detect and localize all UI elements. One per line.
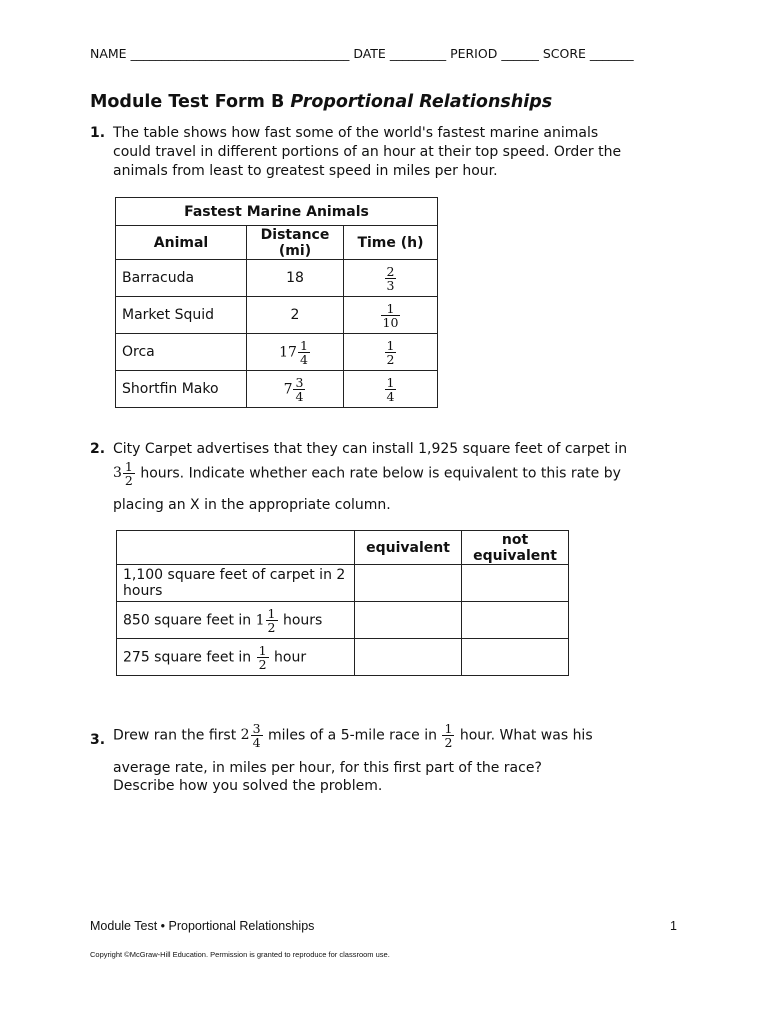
not-equivalent-answer-cell[interactable]: [462, 602, 569, 639]
title-main: Module Test Form B: [90, 92, 291, 112]
question-1-text: The table shows how fast some of the world's fastest marine animals could travel in different portions of an hour at their top speed. Order the animals from least to greatest speed in miles per hour.: [113, 125, 622, 179]
column-header-animal: Animal: [116, 226, 247, 260]
column-header-distance: Distance (mi): [247, 226, 344, 260]
table-row: [116, 260, 438, 297]
footer-title: Module Test • Proportional Relationships: [90, 919, 315, 933]
question-3-line-1: Drew ran the first 2 $\frac{3}{4}$ miles of a 5-mile race in $\frac{1}{2}$ hour. What was his: [113, 721, 593, 750]
table-title: Fastest Marine Animals: [116, 198, 438, 226]
question-2-number: 2.: [90, 441, 106, 457]
question-3-line-3: Describe how you solved the problem.: [113, 778, 383, 794]
rate-description: 275 square feet in $\frac{1}{2}$ hour: [117, 639, 355, 676]
distance-value: 17 $\frac{1}{4}$: [247, 334, 344, 371]
distance-value: 7 $\frac{3}{4}$: [247, 371, 344, 408]
not-equivalent-answer-cell[interactable]: [462, 565, 569, 602]
column-header-rate: [117, 531, 355, 565]
copyright-notice: Copyright ©McGraw-Hill Education. Permission is granted to reproduce for classroom use.: [90, 950, 390, 959]
rate-equivalence-table: [116, 530, 569, 676]
animal-name: Orca: [116, 334, 247, 371]
name-label: NAME: [90, 46, 127, 61]
table-row: [117, 602, 569, 639]
question-2-line-1: City Carpet advertises that they can install 1,925 square feet of carpet in: [113, 441, 628, 457]
student-info-header: [90, 46, 634, 61]
equivalent-answer-cell[interactable]: [355, 639, 462, 676]
equivalent-answer-cell[interactable]: [355, 602, 462, 639]
question-3-number: 3.: [90, 732, 106, 748]
marine-animals-table: [115, 197, 438, 408]
rate-description: 1,100 square feet of carpet in 2 hours: [117, 565, 355, 602]
animal-name: Shortfin Mako: [116, 371, 247, 408]
table-row: [117, 565, 569, 602]
table-row: [116, 334, 438, 371]
animal-name: Barracuda: [116, 260, 247, 297]
period-blank[interactable]: ______: [501, 46, 539, 61]
not-equivalent-answer-cell[interactable]: [462, 639, 569, 676]
question-3-line-2: average rate, in miles per hour, for this first part of the race?: [113, 760, 542, 776]
time-value: $\frac{2}{3}$: [344, 260, 438, 297]
table-row: [116, 297, 438, 334]
title-topic: Proportional Relationships: [290, 92, 553, 112]
column-header-not-equivalent: not equivalent: [462, 531, 569, 565]
time-value: $\frac{1}{2}$: [344, 334, 438, 371]
column-header-time: Time (h): [344, 226, 438, 260]
page-title: [90, 92, 552, 112]
score-blank[interactable]: _______: [589, 46, 634, 61]
period-label: PERIOD: [450, 46, 498, 61]
rate-description: 850 square feet in 1 $\frac{1}{2}$ hours: [117, 602, 355, 639]
name-blank[interactable]: ___________________________________: [130, 46, 350, 61]
score-label: SCORE: [542, 46, 586, 61]
distance-value: 18: [247, 260, 344, 297]
date-blank[interactable]: _________: [389, 46, 447, 61]
question-1-number: 1.: [90, 125, 106, 141]
time-value: $\frac{1}{10}$: [344, 297, 438, 334]
table-row: [117, 639, 569, 676]
question-2-line-3: placing an X in the appropriate column.: [113, 497, 391, 513]
question-2-line-2: 3 $\frac{1}{2}$ hours. Indicate whether each rate below is equivalent to this rate by: [113, 459, 621, 488]
column-header-equivalent: equivalent: [355, 531, 462, 565]
page-number: 1: [670, 919, 677, 933]
animal-name: Market Squid: [116, 297, 247, 334]
table-row: [116, 371, 438, 408]
distance-value: 2: [247, 297, 344, 334]
equivalent-answer-cell[interactable]: [355, 565, 462, 602]
time-value: $\frac{1}{4}$: [344, 371, 438, 408]
date-label: DATE: [353, 46, 386, 61]
